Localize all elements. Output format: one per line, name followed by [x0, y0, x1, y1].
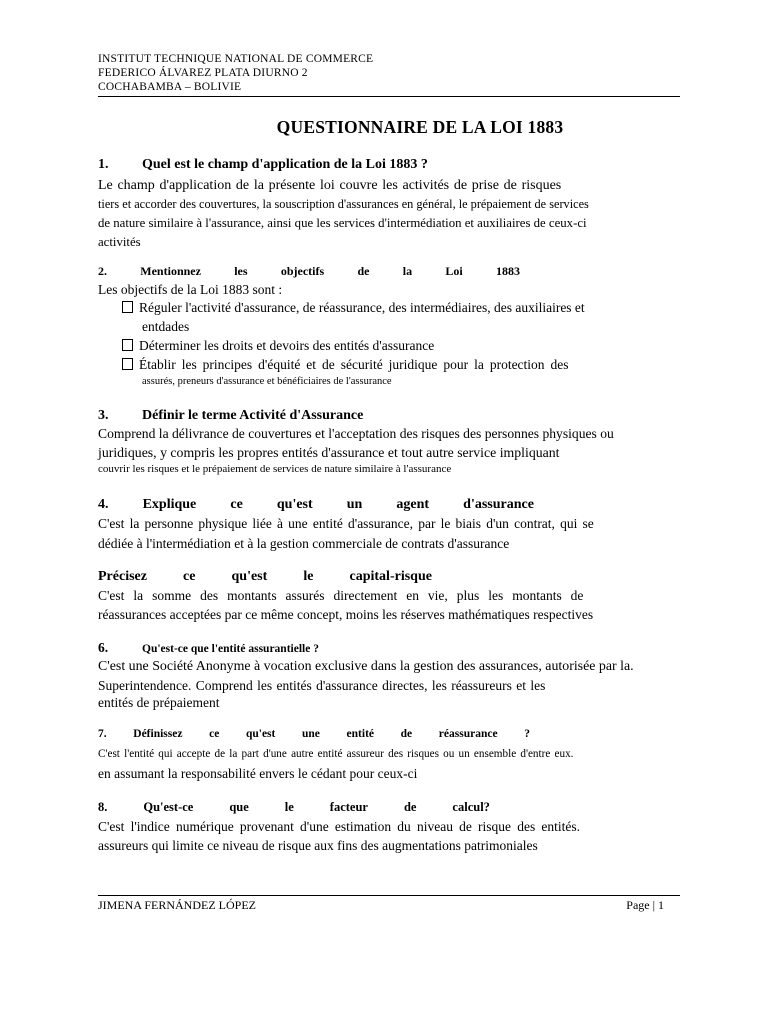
question-word: capital-risque: [349, 569, 432, 584]
header-line-1: INSTITUT TECHNIQUE NATIONAL DE COMMERCE: [98, 53, 374, 65]
question-4: [98, 497, 534, 513]
question-word: 1883: [495, 264, 520, 278]
answer-6: [98, 657, 680, 710]
question-word: Mentionnez: [140, 264, 201, 278]
answer-line: en assumant la responsabilité envers le cédant pour ceux-ci: [98, 766, 418, 781]
question-number: 2.: [98, 264, 107, 278]
question-word: la: [402, 264, 413, 278]
question-8: [98, 800, 490, 815]
question-word: ce: [183, 569, 196, 584]
question-word: de: [400, 728, 413, 740]
answer-7: [98, 745, 680, 783]
header-line-2: FEDERICO ÁLVAREZ PLATA DIURNO 2: [98, 67, 308, 79]
question-7: [98, 728, 530, 740]
question-6: [98, 640, 680, 656]
question-word: Qu'est-ce: [143, 800, 194, 814]
question-word: Explique: [142, 497, 197, 512]
answer-line: C'est la personne physique liée à une entité d'assurance, par le biais d'un contrat, qui se: [98, 516, 594, 531]
question-word: ce: [230, 497, 243, 512]
question-5: [98, 569, 432, 585]
question-word: de: [357, 264, 370, 278]
question-word: le: [303, 569, 314, 584]
objectives-intro: Les objectifs de la Loi 1883 sont :: [98, 282, 283, 297]
question-word: qu'est: [231, 569, 268, 584]
question-word: les: [234, 264, 248, 278]
page-footer: [98, 898, 664, 913]
question-word: facteur: [329, 800, 368, 814]
question-word: agent: [396, 497, 430, 512]
question-word: ?: [524, 728, 530, 740]
question-word: que: [229, 800, 249, 814]
institution-header: [98, 52, 373, 94]
list-item: [120, 336, 655, 355]
question-word: objectifs: [280, 264, 325, 278]
question-word: Précisez: [98, 569, 147, 584]
question-number: 3.: [98, 408, 109, 423]
header-rule: [98, 96, 680, 97]
question-word: Loi: [445, 264, 463, 278]
answer-4: [98, 514, 680, 554]
answer-1: [98, 176, 680, 252]
answer-5: [98, 586, 680, 624]
list-item-text: Déterminer les droits et devoirs des entités d'assurance: [139, 338, 435, 353]
answer-line: Le champ d'application de la présente loi couvre les activités de prise de risques: [98, 178, 562, 193]
question-word: une: [302, 728, 320, 740]
question-1: [98, 157, 680, 173]
answer-line: tiers et accorder des couvertures, la souscription d'assurances en général, le prépaiement de services: [98, 197, 589, 211]
answer-line: réassurances acceptées par ce même concept, moins les réserves mathématiques respectives: [98, 607, 594, 622]
bullet-box-icon: [122, 358, 133, 370]
answer-line: C'est l'indice numérique provenant d'une estimation du niveau de risque des entités.: [98, 819, 580, 834]
answer-line: Superintendence. Comprend les entités d'assurance directes, les réassureurs et les: [98, 678, 546, 693]
footer-rule: [98, 895, 680, 896]
question-word: qu'est: [276, 497, 313, 512]
question-2: [98, 264, 520, 279]
list-item: [120, 355, 655, 374]
question-word: d'assurance: [463, 497, 534, 512]
bullet-box-icon: [122, 301, 133, 313]
footer-author: JIMENA FERNÁNDEZ LÓPEZ: [98, 898, 256, 912]
question-word: qu'est: [245, 728, 276, 740]
question-text: Quel est le champ d'application de la Loi 1883 ?: [142, 157, 428, 172]
question-word: calcul?: [452, 800, 490, 814]
answer-3: [98, 425, 680, 476]
bullet-box-icon: [122, 339, 133, 351]
answer-line: de nature similaire à l'assurance, ainsi que les services d'intermédiation et auxiliaires de ceux-ci: [98, 216, 587, 230]
answer-line: activités: [98, 235, 141, 249]
answer-line: C'est l'entité qui accepte de la part d'une autre entité assureur des risques ou un ensemble d'entre eux.: [98, 748, 574, 760]
question-word: réassurance: [438, 728, 498, 740]
answer-line: assureurs qui limite ce niveau de risque aux fins des augmentations patrimoniales: [98, 838, 538, 853]
header-line-3: COCHABAMBA – BOLIVIE: [98, 81, 242, 93]
list-item-text: Établir les principes d'équité et de sécurité juridique pour la protection des: [139, 357, 569, 372]
objectives-list: [120, 298, 655, 390]
answer-line: Comprend la délivrance de couvertures et l'acceptation des risques des personnes physiques ou: [98, 426, 614, 441]
question-text: Définir le terme Activité d'Assurance: [142, 408, 364, 423]
question-word: le: [284, 800, 294, 814]
question-word: Définissez: [133, 728, 183, 740]
question-text: Qu'est-ce que l'entité assurantielle ?: [142, 643, 319, 655]
question-word: de: [403, 800, 417, 814]
question-number: 6.: [98, 640, 109, 655]
list-item-continuation: entdades: [142, 319, 190, 334]
document-title: QUESTIONNAIRE DE LA LOI 1883: [276, 117, 564, 137]
page-number: Page | 1: [626, 898, 664, 912]
list-item-continuation: assurés, preneurs d'assurance et bénéficiaires de l'assurance: [142, 376, 392, 387]
answer-line: dédiée à l'intermédiation et à la gestion commerciale de contrats d'assurance: [98, 536, 510, 551]
question-word: entité: [346, 728, 375, 740]
list-item: [120, 298, 655, 317]
list-item-text: [139, 298, 655, 317]
answer-line: juridiques, y compris les propres entités d'assurance et tout autre service impliquant: [98, 444, 560, 460]
answer-8: [98, 817, 680, 855]
question-word: un: [346, 497, 363, 512]
question-3: [98, 408, 680, 424]
answer-line: couvrir les risques et le prépaiement de services de nature similaire à l'assurance: [98, 463, 452, 475]
question-word: ce: [209, 728, 220, 740]
answer-line: C'est une Société Anonyme à vocation exclusive dans la gestion des assurances, autorisée par la.: [98, 659, 634, 674]
question-number: 1.: [98, 157, 109, 172]
question-number: 7.: [98, 728, 107, 740]
question-number: 8.: [98, 800, 108, 814]
list-item-line: Réguler l'activité d'assurance, de réassurance, des intermédiaires, des auxiliaires et: [139, 300, 585, 315]
answer-line: entités de prépaiement: [98, 695, 220, 710]
answer-line: C'est la somme des montants assurés directement en vie, plus les montants de: [98, 588, 584, 603]
question-number: 4.: [98, 497, 109, 512]
